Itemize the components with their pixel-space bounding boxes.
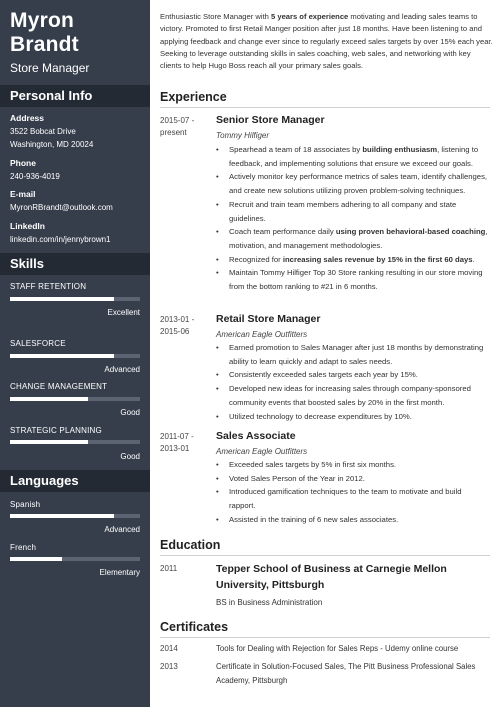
job-bullet: • Voted Sales Person of the Year in 2012.	[216, 472, 488, 486]
summary-text: motivating and leading sales teams to victory. Promoted to first Retail Manger position after just 18 months. Have been listening to and applying feedback and change ever since to regularly exceed sales targets by over 15% each year. Seeking to leverage outstanding skills in sales coaching, web sales, and networking with key clients to help Hugo Boss reach all your primary sales goals.	[160, 12, 493, 71]
skill-level: Good	[120, 408, 140, 417]
job-company: American Eagle Outfitters	[216, 330, 308, 339]
skill-name: STAFF RETENTION	[10, 282, 87, 291]
language-bar	[10, 557, 140, 561]
summary-text: Enthusiastic Store Manager with	[160, 12, 272, 21]
job-bullet: • Exceeded sales targets by 5% in first six months.	[216, 458, 488, 472]
job-date-end: 2013-01	[160, 444, 190, 453]
job-title: Senior Store Manager	[216, 114, 325, 126]
certificates-heading: Certificates	[160, 619, 490, 638]
job-bullet: • Utilized technology to decrease expenditures by 10%.	[216, 410, 488, 424]
last-name: Brandt	[10, 33, 79, 56]
language-bar-fill	[10, 557, 62, 561]
skill-name: STRATEGIC PLANNING	[10, 426, 102, 435]
job-date-end: present	[160, 128, 187, 137]
job-bullet: • Maintain Tommy Hilfiger Top 30 Store ranking resulting in our store moving from the bottom ranking to #21 in 6 months.	[216, 266, 488, 293]
job-date	[160, 314, 212, 338]
skills-heading: Skills	[0, 253, 150, 275]
education-heading: Education	[160, 537, 490, 556]
job-bullet: • Coach team performance daily using proven behavioral-based coaching, motivation, and management methodologies.	[216, 225, 488, 252]
job-title: Retail Store Manager	[216, 313, 321, 325]
language-name: Spanish	[10, 500, 41, 509]
job-bullet: • Earned promotion to Sales Manager after just 18 months by demonstrating ability to learn quickly and adapt to sales needs.	[216, 341, 488, 368]
linkedin-value: linkedin.com/in/jennybrown1	[10, 235, 111, 244]
skill-name: CHANGE MANAGEMENT	[10, 382, 108, 391]
language-bar	[10, 514, 140, 518]
job-bullet: • Actively monitor key performance metrics of sales team, identify challenges, and create new solutions utilizing proven problem-solving techniques.	[216, 170, 488, 197]
job-date-end: 2015-06	[160, 327, 190, 336]
job-date-start: 2015-07 -	[160, 116, 195, 125]
certificate-text: Certificate in Solution-Focused Sales, The Pitt Business Professional Sales Academy, Pittsburgh	[216, 662, 476, 685]
language-bar-fill	[10, 514, 114, 518]
language-level: Elementary	[99, 568, 140, 577]
job-date-start: 2011-07 -	[160, 432, 194, 441]
sidebar	[0, 0, 150, 707]
job-date-start: 2013-01 -	[160, 315, 195, 324]
email-label: E-mail	[10, 189, 36, 199]
skill-bar-fill	[10, 440, 88, 444]
phone-label: Phone	[10, 158, 36, 168]
skill-level: Excellent	[107, 308, 140, 317]
skill-bar-fill	[10, 354, 114, 358]
address-line2: Washington, MD 20024	[10, 140, 94, 149]
job-bullet: • Introduced gamification techniques to the team to motivate and build rapport.	[216, 485, 488, 512]
skill-bar-fill	[10, 397, 88, 401]
certificate-text: Tools for Dealing with Rejection for Sales Reps - Udemy online course	[216, 644, 459, 653]
education-school: Tepper School of Business at Carnegie Mellon University, Pittsburgh	[216, 563, 447, 591]
job-bullet: • Spearhead a team of 18 associates by building enthusiasm, listening to feedback, and implementing solutions that ensure we exceed our goals.	[216, 143, 488, 170]
job-bullets	[216, 143, 488, 294]
email-value: MyronRBrandt@outlook.com	[10, 203, 113, 212]
skill-bar	[10, 297, 140, 301]
language-level: Advanced	[104, 525, 140, 534]
certificate-year: 2013	[160, 662, 178, 671]
job-company: Tommy Hilfiger	[216, 131, 270, 140]
job-bullet: • Assisted in the training of 6 new sales associates.	[216, 513, 488, 527]
job-bullet: • Recruit and train team members adhering to all company and state guidelines.	[216, 198, 488, 225]
phone-value: 240-936-4019	[10, 172, 60, 181]
job-bullet: • Developed new ideas for increasing sales through company-sponsored community events that boosted sales by 20% in the first month.	[216, 382, 488, 409]
main-content	[150, 0, 500, 707]
job-date	[160, 431, 212, 455]
skill-level: Advanced	[104, 365, 140, 374]
certificate-year: 2014	[160, 644, 178, 653]
job-title: Sales Associate	[216, 430, 296, 442]
summary-highlight: 5 years of experience	[271, 12, 349, 21]
skill-bar-fill	[10, 297, 114, 301]
languages-heading: Languages	[0, 470, 150, 492]
job-company: American Eagle Outfitters	[216, 447, 308, 456]
education-degree: BS in Business Administration	[216, 598, 323, 607]
job-title: Store Manager	[10, 61, 90, 75]
skill-bar	[10, 354, 140, 358]
experience-heading: Experience	[160, 89, 490, 108]
job-bullets	[216, 341, 488, 423]
job-date	[160, 115, 212, 139]
job-bullet: • Consistently exceeded sales targets each year by 15%.	[216, 368, 488, 382]
skill-bar	[10, 440, 140, 444]
summary-paragraph	[160, 11, 493, 72]
education-year: 2011	[160, 564, 178, 573]
skill-level: Good	[120, 452, 140, 461]
skill-bar	[10, 397, 140, 401]
skill-name: SALESFORCE	[10, 339, 66, 348]
linkedin-label: LinkedIn	[10, 221, 45, 231]
address-line1: 3522 Bobcat Drive	[10, 127, 76, 136]
job-bullets	[216, 458, 488, 527]
personal-info-heading: Personal Info	[0, 85, 150, 107]
first-name: Myron	[10, 9, 74, 32]
candidate-name	[10, 9, 79, 57]
language-name: French	[10, 543, 37, 552]
address-label: Address	[10, 113, 45, 123]
job-bullet: • Recognized for increasing sales revenue by 15% in the first 60 days.	[216, 253, 488, 267]
